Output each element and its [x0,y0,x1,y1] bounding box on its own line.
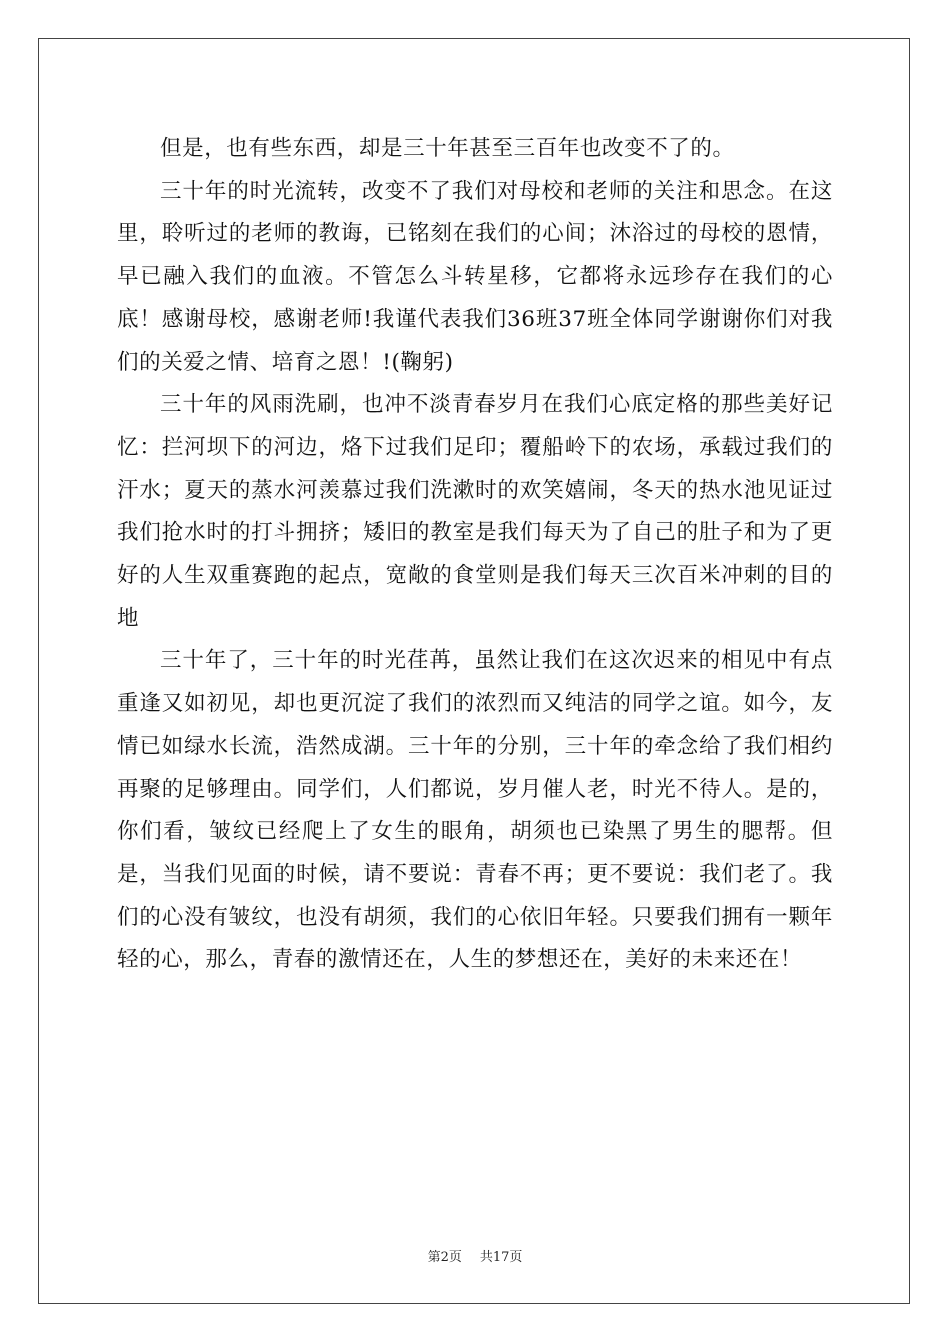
page-number: 第2页 [427,1250,462,1265]
paragraph: 三十年的时光流转，改变不了我们对母校和老师的关注和思念。在这里，聆听过的老师的教诲，已铭刻在我们的心间；沐浴过的母校的恩情，早已融入我们的血液。不管怎么斗转星移，它都将永远珍存在我们的心底！感谢母校，感谢老师!我谨代表我们36班37班全体同学谢谢你们对我们的关爱之情、培育之恩！!(鞠躬) [117,178,833,375]
document-body [117,128,833,982]
paragraph: 三十年的风雨洗刷，也冲不淡青春岁月在我们心底定格的那些美好记忆：拦河坝下的河边，烙下过我们足印；覆船岭下的农场，承载过我们的汗水；夏天的蒸水河羡慕过我们洗漱时的欢笑嬉闹，冬天的热水池见证过我们抢水时的打斗拥挤；矮旧的教室是我们每天为了自己的肚子和为了更好的人生双重赛跑的起点，宽敞的食堂则是我们每天三次百米冲刺的目的地 [117,392,833,631]
paragraph: 三十年了，三十年的时光荏苒，虽然让我们在这次迟来的相见中有点重逢又如初见，却也更沉淀了我们的浓烈而又纯洁的同学之谊。如今，友情已如绿水长流，浩然成湖。三十年的分别，三十年的牵念给了我们相约再聚的足够理由。同学们，人们都说，岁月催人老，时光不待人。是的，你们看，皱纹已经爬上了女生的眼角，胡须也已染黑了男生的腮帮。但是，当我们见面的时候，请不要说：青春不再；更不要说：我们老了。我们的心没有皱纹，也没有胡须，我们的心依旧年轻。只要我们拥有一颗年轻的心，那么，青春的激情还在，人生的梦想还在，美好的未来还在！ [117,648,833,973]
page-footer [0,1246,950,1265]
page-total: 共17页 [479,1250,523,1265]
paragraph: 但是，也有些东西，却是三十年甚至三百年也改变不了的。 [160,136,735,161]
